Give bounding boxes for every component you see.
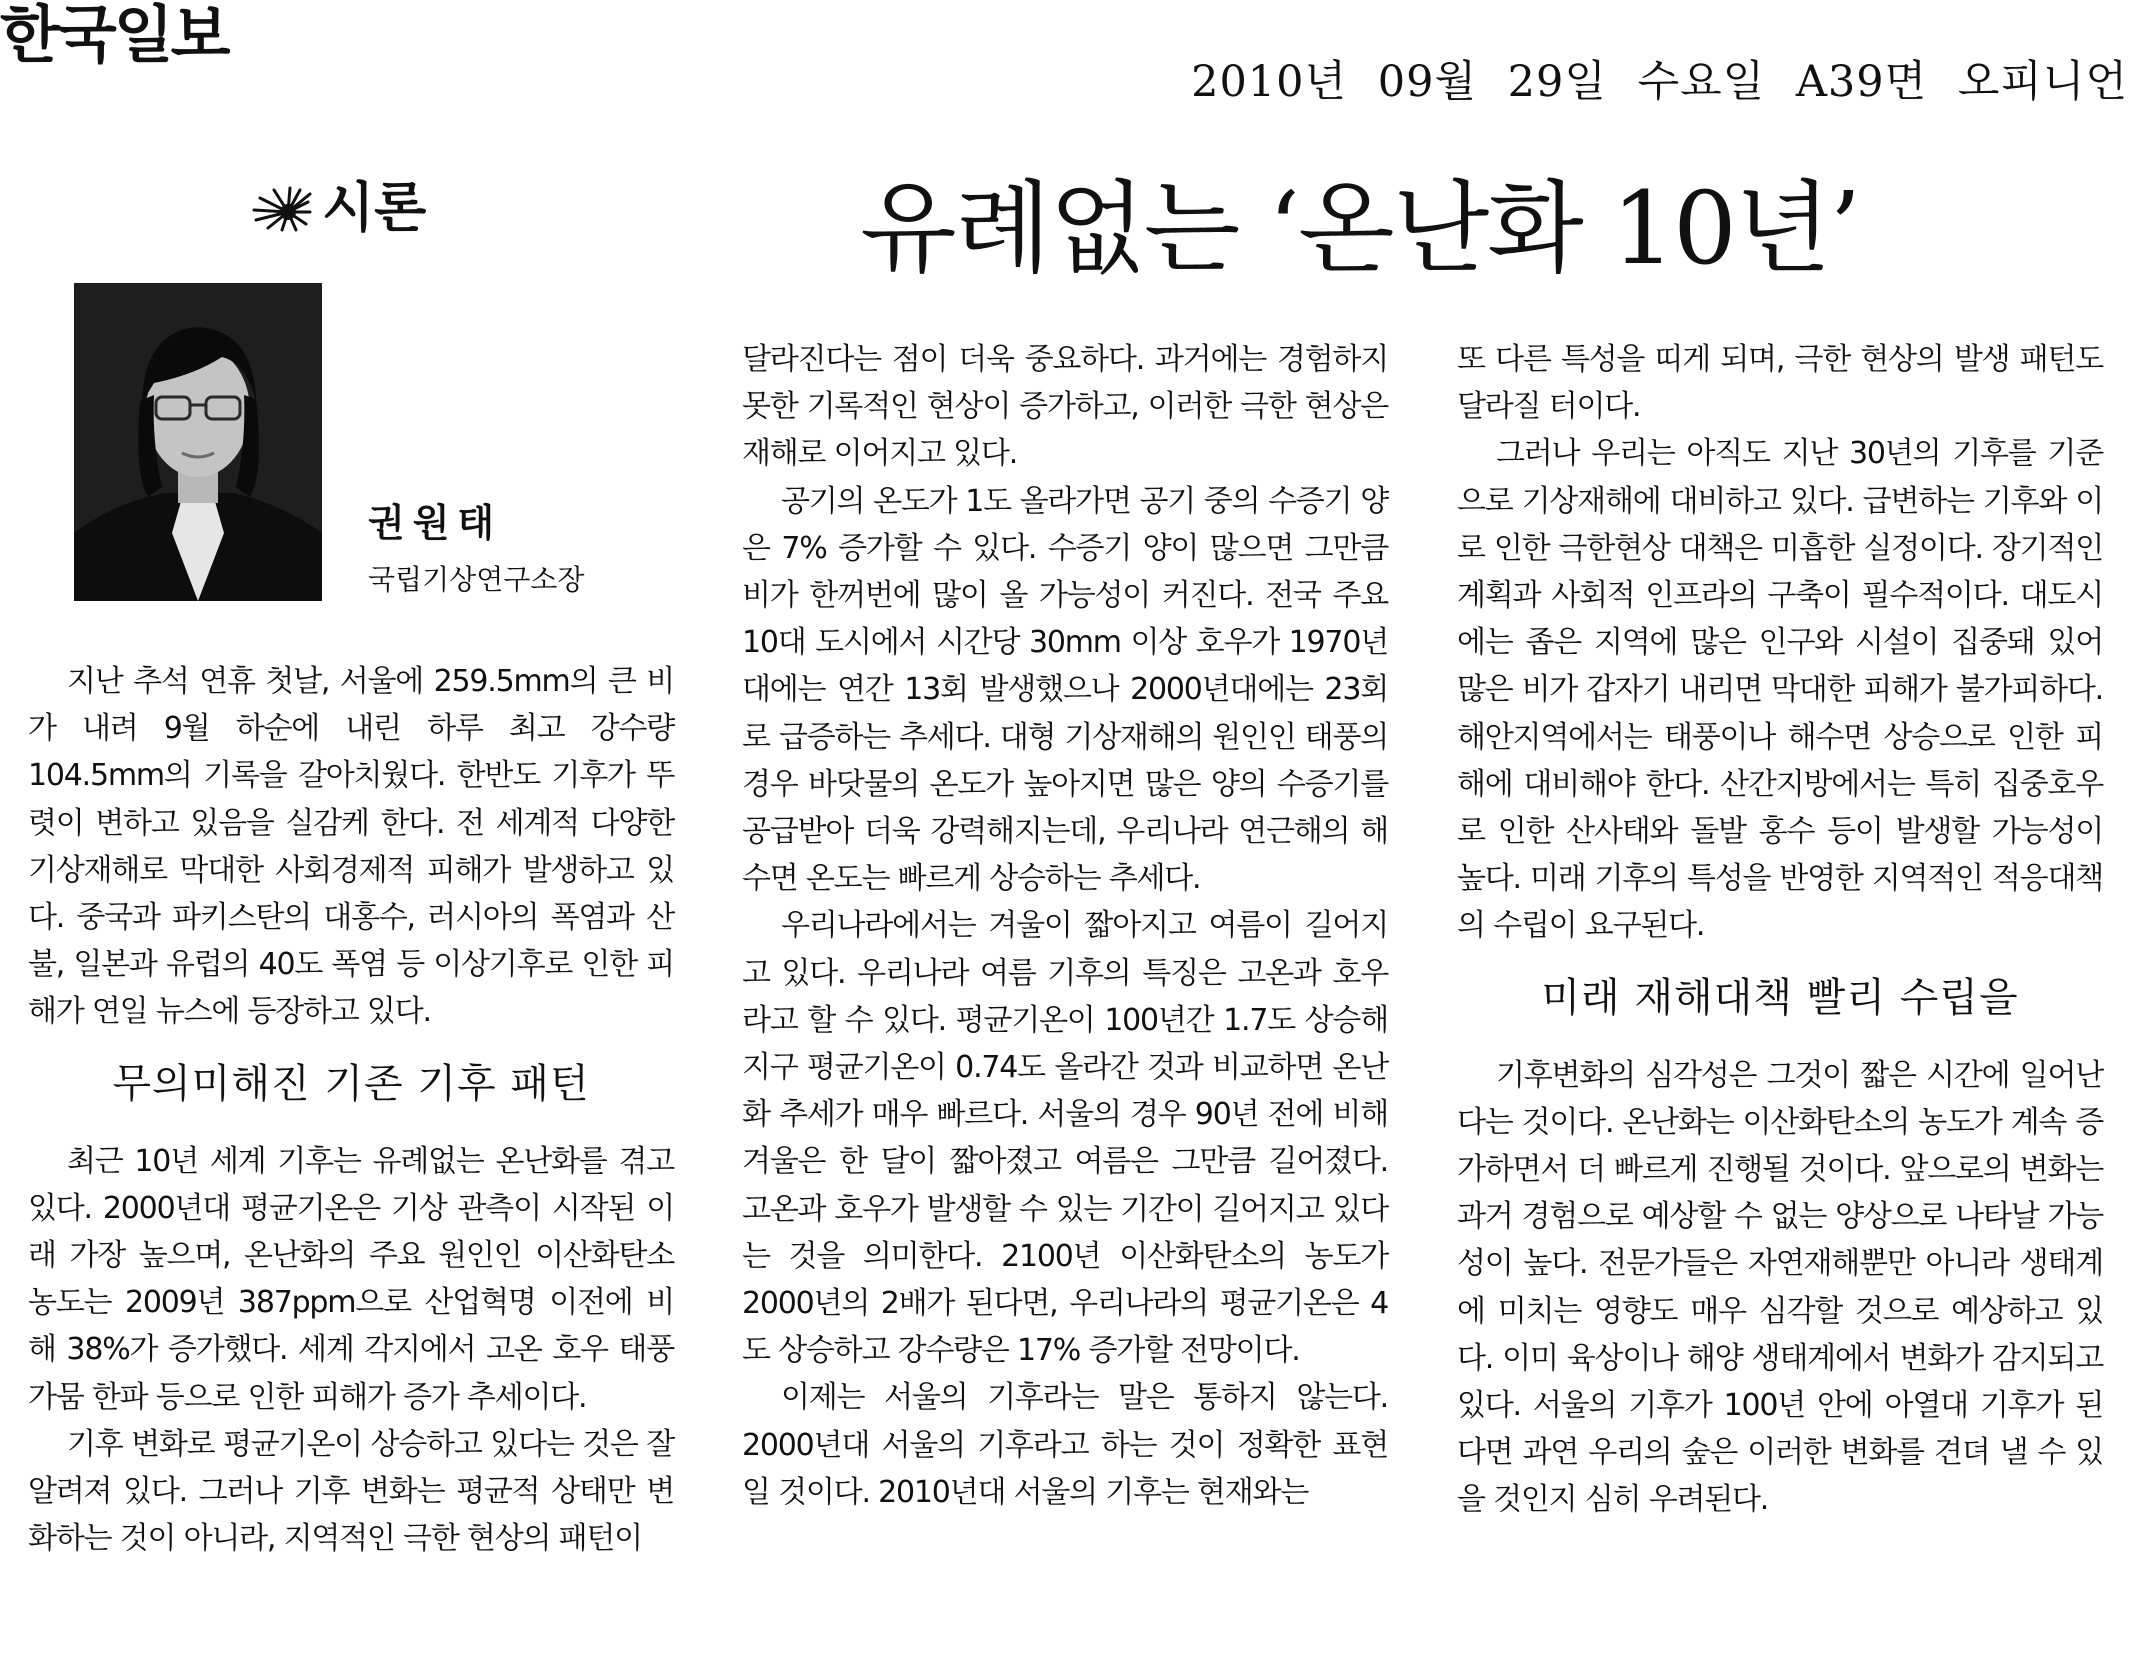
paragraph: 기후변화의 심각성은 그것이 짧은 시간에 일어난다는 것이다. 온난화는 이산화탄소의 농도가 계속 증가하면서 더 빠르게 진행될 것이다. 앞으로의 변화는 과거 경험으로 예상할 수 없는 양상으로 나타날 가능성이 높다. 전문가들은 자연재해뿐만 아니라 생태계에 미치는 영향도 매우 심각할 것으로 예상하고 있다. 이미 육상이나 해양 생태계에서 변화가 감지되고 있다. 서울의 기후가 100년 안에 아열대 기후가 된다면 과연 우리의 숲은 이러한 변화를 견뎌 낼 수 있을 것인지 심히 우려된다. xyxy=(1457,1057,2103,1518)
author-title: 국립기상연구소장 xyxy=(368,563,585,596)
article-column-2 xyxy=(742,336,1388,1516)
paragraph: 이제는 서울의 기후라는 말은 통하지 않는다. 2000년대 서울의 기후라고 하는 것이 정확한 표현일 것이다. 2010년대 서울의 기후는 현재와는 xyxy=(742,1380,1388,1510)
subheading: 무의미해진 기존 기후 패턴 xyxy=(112,1060,590,1107)
newspaper-logo: 한국일보 xyxy=(0,0,228,71)
subheading: 미래 재해대책 빨리 수립을 xyxy=(1541,974,2019,1021)
paragraph: 그러나 우리는 아직도 지난 30년의 기후를 기준으로 기상재해에 대비하고 있다. 급변하는 기후와 이로 인한 극한현상 대책은 미흡한 실정이다. 장기적인 계획과 사회적 인프라의 구축이 필수적이다. 대도시에는 좁은 지역에 많은 인구와 시설이 집중돼 있어 많은 비가 갑자기 내리면 막대한 피해가 불가피하다. 해안지역에서는 태풍이나 해수면 상승으로 인한 피해에 대비해야 한다. 산간지방에서는 특히 집중호우로 인한 산사태와 돌발 홍수 등이 발생할 가능성이 높다. 미래 기후의 특성을 반영한 지역적인 적응대책의 수립이 요구된다. xyxy=(1457,436,2103,944)
article-column-3 xyxy=(1457,336,2103,1524)
section-label xyxy=(252,165,426,242)
paragraph: 최근 10년 세계 기후는 유례없는 온난화를 겪고 있다. 2000년대 평균기온은 기상 관측이 시작된 이래 가장 높으며, 온난화의 주요 원인인 이산화탄소 농도는 2009년 387ppm으로 산업혁명 이전에 비해 38%가 증가했다. 세계 각지에서 고온 호우 태풍 가뭄 한파 등으로 인한 피해가 증가 추세이다. xyxy=(28,1143,674,1415)
paragraph: 우리나라에서는 겨울이 짧아지고 여름이 길어지고 있다. 우리나라 여름 기후의 특징은 고온과 호우라고 할 수 있다. 평균기온이 100년간 1.7도 상승해 지구 평균기온이 0.74도 올라간 것과 비교하면 온난화 추세가 매우 빠르다. 서울의 경우 90년 전에 비해 겨울은 한 달이 짧아졌고 여름은 그만큼 길어졌다. 고온과 호우가 발생할 수 있는 기간이 길어지고 있다는 것을 의미한다. 2100년 이산화탄소의 농도가 2000년의 2배가 된다면, 우리나라의 평균기온은 4도 상승하고 강수량은 17% 증가할 전망이다. xyxy=(742,908,1388,1369)
dateline: 2010년 09월 29일 수요일 A39면 오피니언 xyxy=(1191,57,2128,107)
author-name: 권원태 xyxy=(368,501,503,545)
paragraph: 또 다른 특성을 띠게 되며, 극한 현상의 발생 패턴도 달라질 터이다. xyxy=(1457,342,2103,425)
starburst-icon xyxy=(252,182,312,228)
paragraph: 달라진다는 점이 더욱 중요하다. 과거에는 경험하지 못한 기록적인 현상이 증가하고, 이러한 극한 현상은 재해로 이어지고 있다. xyxy=(742,342,1388,472)
author-photo xyxy=(74,283,322,601)
paragraph: 지난 추석 연휴 첫날, 서울에 259.5mm의 큰 비가 내려 9월 하순에 내린 하루 최고 강수량 104.5mm의 기록을 갈아치웠다. 한반도 기후가 뚜렷이 변하고 있음을 실감케 한다. 전 세계적 다양한 기상재해로 막대한 사회경제적 피해가 발생하고 있다. 중국과 파키스탄의 대홍수, 러시아의 폭염과 산불, 일본과 유럽의 40도 폭염 등 이상기후로 인한 피해가 연일 뉴스에 등장하고 있다. xyxy=(28,664,674,1030)
section-label-text: 시론 xyxy=(322,176,427,239)
article-column-1 xyxy=(28,658,674,1562)
headline: 유례없는 ‘온난화 10년’ xyxy=(860,170,1860,287)
paragraph: 공기의 온도가 1도 올라가면 공기 중의 수증기 양은 7% 증가할 수 있다. 수증기 양이 많으면 그만큼 비가 한꺼번에 많이 올 가능성이 커진다. 전국 주요 10대 도시에서 시간당 30mm 이상 호우가 1970년대에는 연간 13회 발생했으나 2000년대에는 23회로 급증하는 추세다. 대형 기상재해의 원인인 태풍의 경우 바닷물의 온도가 높아지면 많은 양의 수증기를 공급받아 더욱 강력해지는데, 우리나라 연근해의 해수면 온도는 빠르게 상승하는 추세다. xyxy=(742,483,1388,897)
paragraph: 기후 변화로 평균기온이 상승하고 있다는 것은 잘 알려져 있다. 그러나 기후 변화는 평균적 상태만 변화하는 것이 아니라, 지역적인 극한 현상의 패턴이 xyxy=(28,1426,674,1557)
